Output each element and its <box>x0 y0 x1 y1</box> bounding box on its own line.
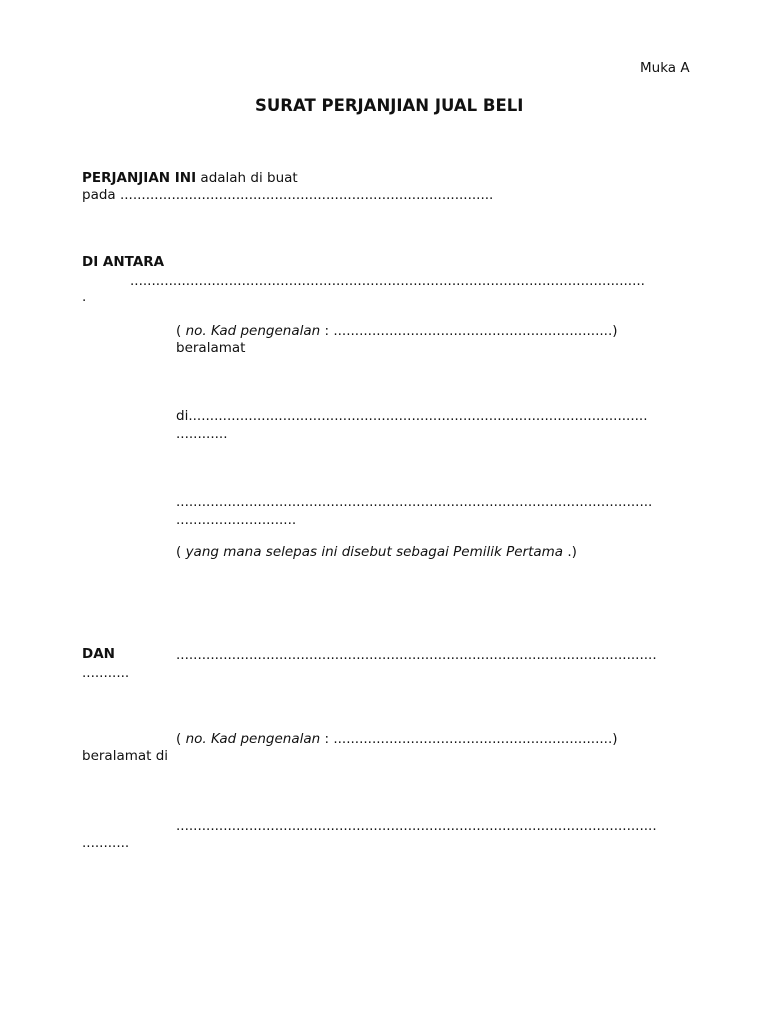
first-party-name-field-wrap: . <box>82 289 87 305</box>
ic-label: no. Kad pengenalan <box>185 731 321 747</box>
first-party-heading: DI ANTARA <box>82 254 165 270</box>
page-label: Muka A <box>640 60 690 76</box>
ic-field: : .................................................................) <box>320 731 618 747</box>
second-party-address-line-wrap: ........... <box>82 835 130 851</box>
ic-open-paren: ( <box>176 731 186 747</box>
intro-line-1 <box>82 170 298 186</box>
second-party-name-field-wrap: ........... <box>82 665 130 681</box>
intro-rest: adalah di buat <box>196 170 298 186</box>
designation-close: .) <box>563 544 577 560</box>
second-party-name-field: ................................................................................................................ <box>176 647 657 663</box>
second-party-heading: DAN <box>82 646 115 662</box>
first-party-address-line-1: di........................................................................................................... <box>176 408 648 424</box>
first-party-ic-line <box>176 323 618 339</box>
first-party-name-field: ........................................................................................................................ <box>130 273 645 289</box>
first-party-designation <box>176 544 577 560</box>
first-party-address-line-2: ............................................................................................................... <box>176 494 653 510</box>
first-party-address-line-1-wrap: ............ <box>176 426 228 442</box>
second-party-address-line: ................................................................................................................ <box>176 818 657 834</box>
first-party-address-label: beralamat <box>176 340 246 356</box>
ic-open-paren: ( <box>176 323 186 339</box>
second-party-address-label: beralamat di <box>82 748 169 764</box>
ic-field: : .................................................................) <box>320 323 618 339</box>
intro-lead: PERJANJIAN INI <box>82 170 197 186</box>
first-party-address-line-2-wrap: ............................ <box>176 512 297 528</box>
second-party-ic-line <box>176 731 618 747</box>
designation-open: ( <box>176 544 186 560</box>
intro-line-2: pada ....................................................................................... <box>82 187 494 203</box>
document-title: SURAT PERJANJIAN JUAL BELI <box>255 96 524 115</box>
designation-text: yang mana selepas ini disebut sebagai Pemilik Pertama <box>185 544 564 560</box>
ic-label: no. Kad pengenalan <box>185 323 321 339</box>
